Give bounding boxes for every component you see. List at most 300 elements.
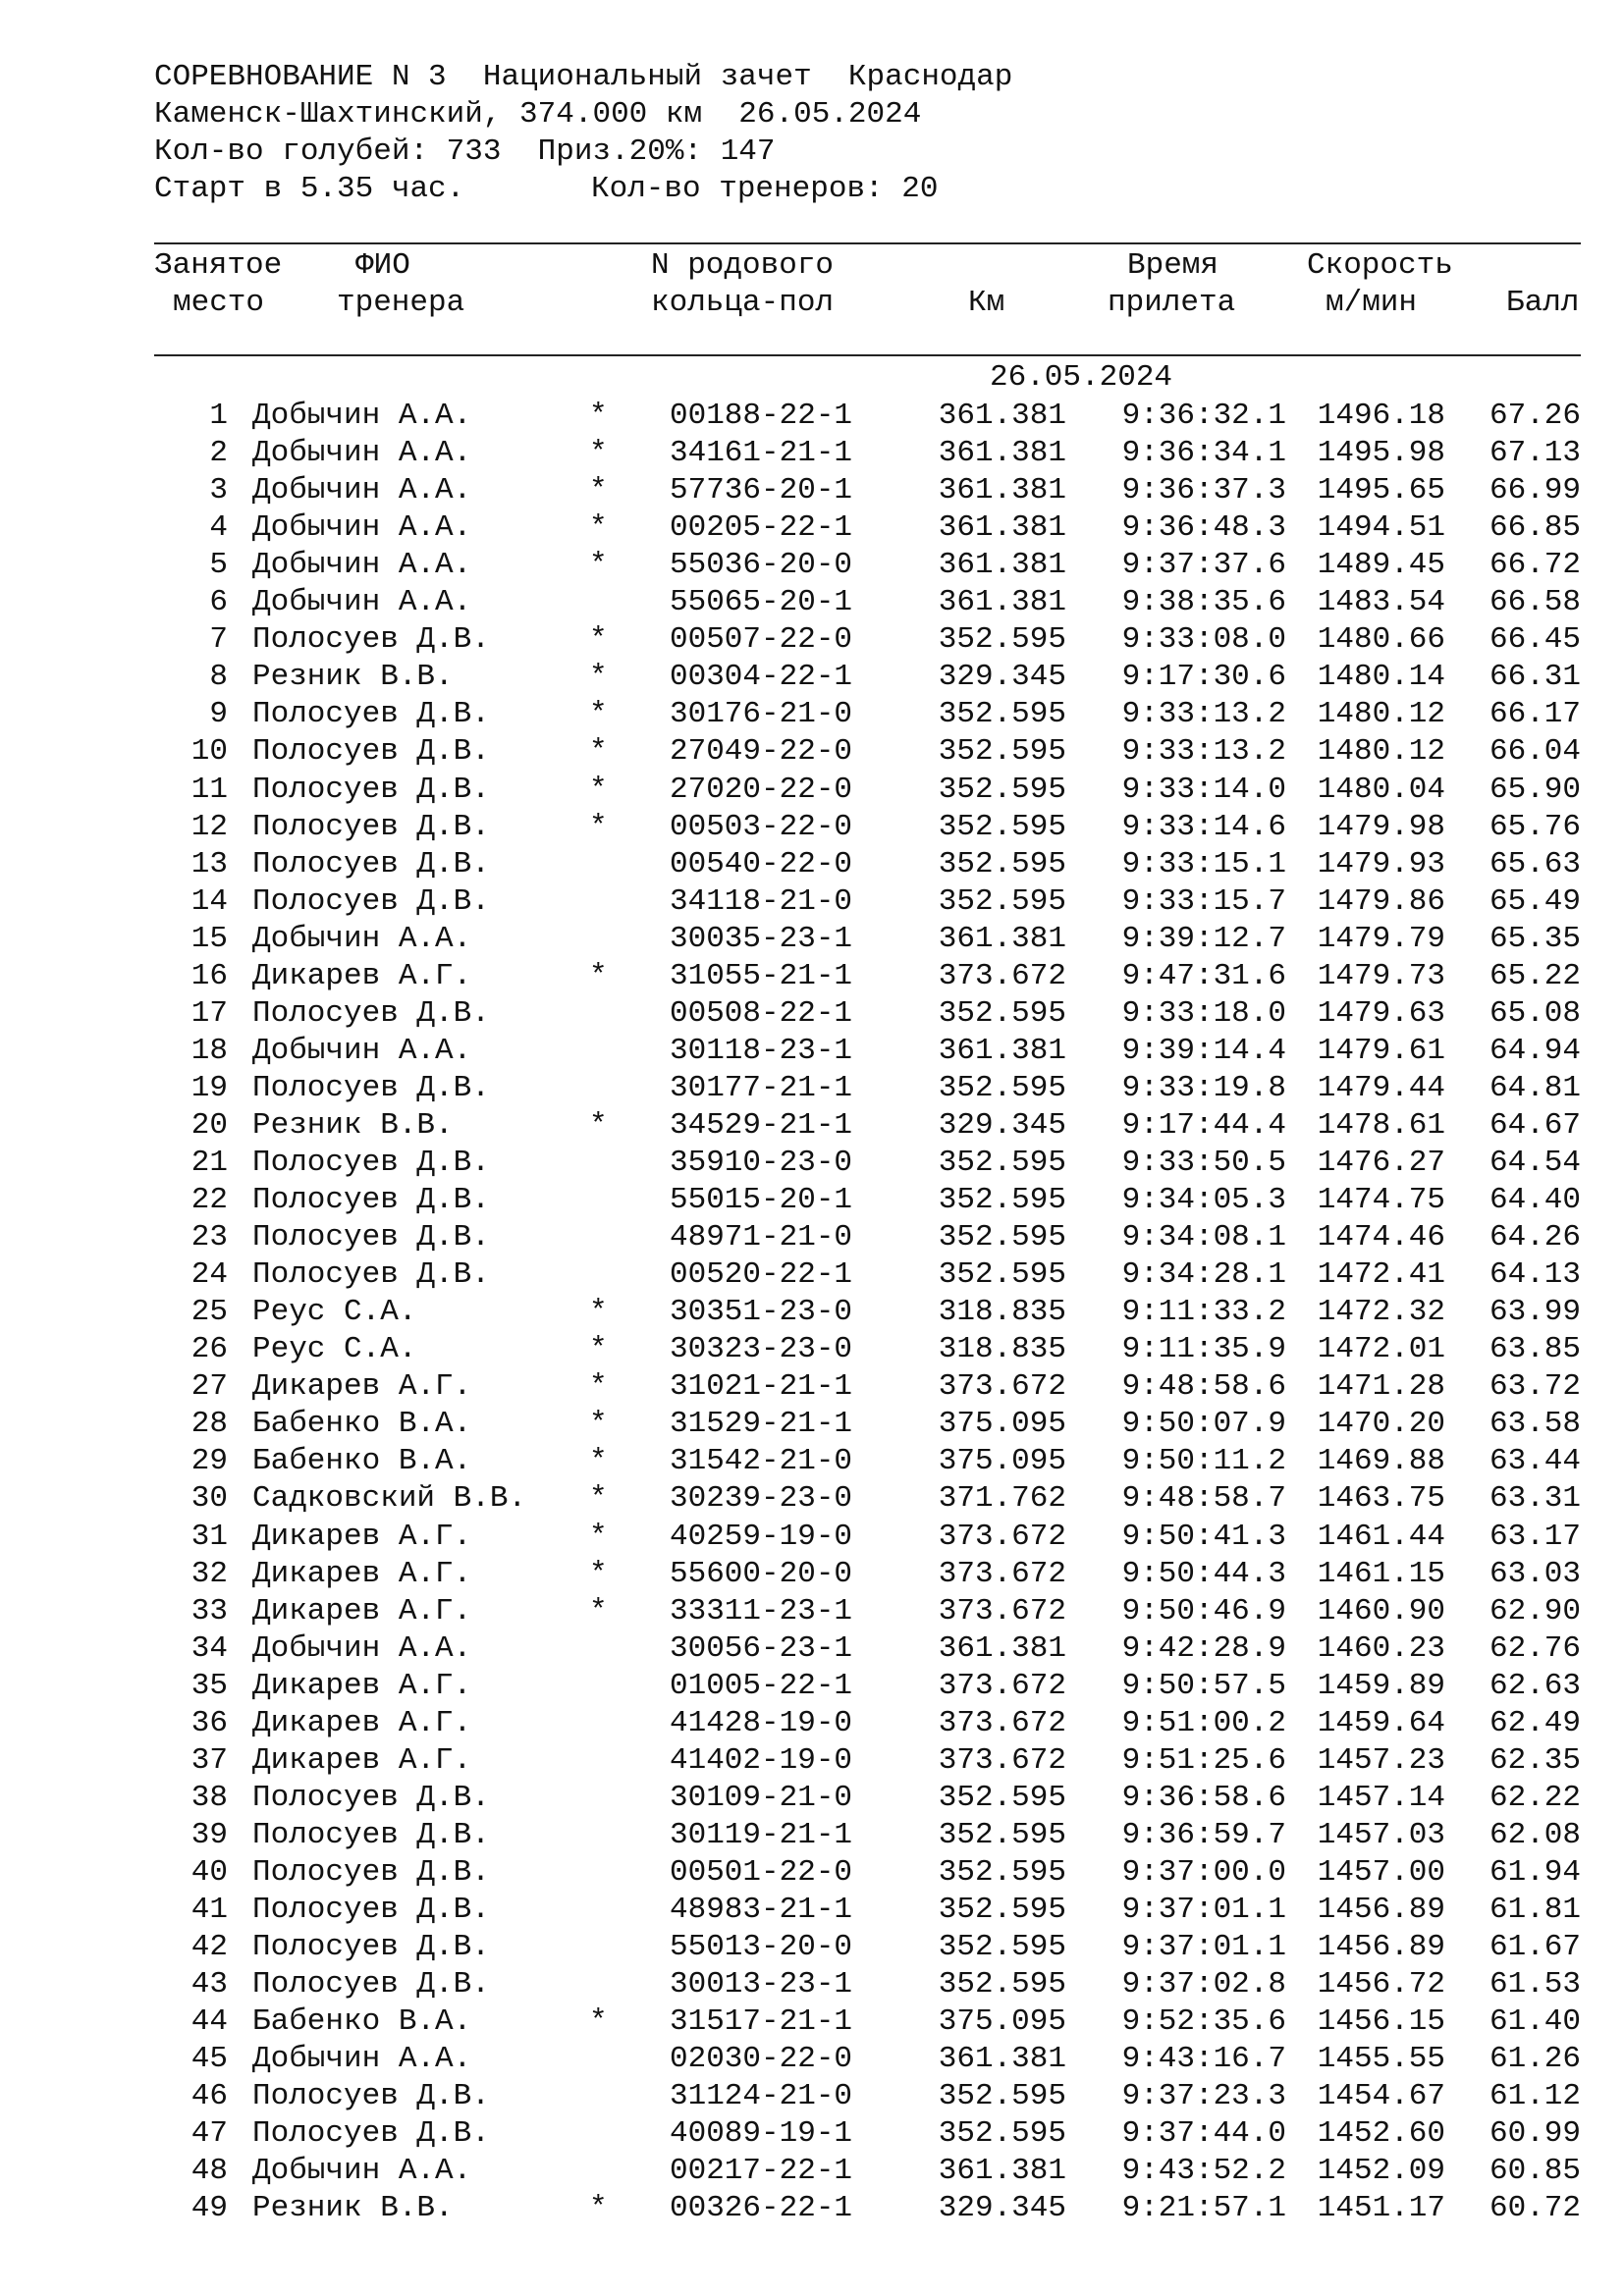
table-row	[0, 1780, 1624, 1817]
km-cell: 361.381	[938, 473, 1066, 508]
table-row	[0, 995, 1624, 1033]
place-cell: 6	[209, 585, 228, 620]
table-row	[0, 921, 1624, 958]
trainer-cell: Реус С.А.	[252, 1295, 417, 1330]
ring-cell: 30351-23-0	[670, 1295, 853, 1330]
trainer-cell: Полосуев Д.В.	[252, 1146, 490, 1180]
km-cell: 318.835	[938, 1332, 1066, 1367]
mark-cell: *	[589, 622, 608, 658]
ring-cell: 00501-22-0	[670, 1854, 853, 1890]
trainer-cell: Полосуев Д.В.	[252, 2116, 490, 2152]
table-row	[0, 659, 1624, 696]
ring-cell: 00326-22-1	[670, 2191, 853, 2226]
trainer-cell: Добычин А.А.	[252, 1033, 472, 1068]
place-cell: 2	[209, 436, 228, 471]
time-cell: 9:37:02.8	[1121, 1967, 1286, 2002]
ring-cell: 55065-20-1	[670, 585, 853, 620]
table-row	[0, 1593, 1624, 1630]
speed-cell: 1456.72	[1317, 1967, 1445, 2002]
time-cell: 9:33:14.0	[1121, 772, 1286, 807]
speed-cell: 1457.23	[1317, 1742, 1445, 1778]
mark-cell: *	[589, 1107, 608, 1143]
place-cell: 47	[190, 2116, 228, 2152]
place-cell: 43	[190, 1967, 228, 2002]
points-cell: 65.08	[1489, 995, 1581, 1031]
ring-cell: 35910-23-0	[670, 1146, 853, 1180]
table-row	[0, 1368, 1624, 1406]
speed-cell: 1455.55	[1317, 2042, 1445, 2077]
table-row	[0, 772, 1624, 809]
points-cell: 60.99	[1489, 2116, 1581, 2152]
km-cell: 373.672	[938, 1668, 1066, 1703]
speed-cell: 1496.18	[1317, 399, 1445, 433]
col-ring-line2: кольца-пол	[651, 286, 835, 320]
ring-cell: 48971-21-0	[670, 1220, 853, 1255]
table-row	[0, 584, 1624, 621]
points-cell: 66.72	[1489, 548, 1581, 583]
speed-cell: 1494.51	[1317, 510, 1445, 546]
points-cell: 67.13	[1489, 436, 1581, 471]
place-cell: 29	[190, 1444, 228, 1479]
table-row	[0, 435, 1624, 472]
table-row	[0, 547, 1624, 584]
points-cell: 60.72	[1489, 2191, 1581, 2226]
mark-cell: *	[589, 1295, 608, 1330]
place-cell: 14	[190, 883, 228, 919]
place-cell: 16	[190, 958, 228, 993]
table-row	[0, 1256, 1624, 1294]
table-row	[0, 1892, 1624, 1929]
place-cell: 44	[190, 2004, 228, 2040]
table-row	[0, 1182, 1624, 1219]
time-cell: 9:43:52.2	[1121, 2154, 1286, 2189]
table-row	[0, 1742, 1624, 1780]
time-cell: 9:37:44.0	[1121, 2116, 1286, 2152]
time-cell: 9:33:13.2	[1121, 734, 1286, 770]
trainer-cell: Дикарев А.Г.	[252, 958, 472, 993]
trainer-cell: Добычин А.А.	[252, 473, 472, 508]
speed-cell: 1474.75	[1317, 1183, 1445, 1218]
points-cell: 64.26	[1489, 1220, 1581, 1255]
time-cell: 9:17:44.4	[1121, 1107, 1286, 1143]
ring-cell: 33311-23-1	[670, 1593, 853, 1629]
km-cell: 352.595	[938, 622, 1066, 658]
place-cell: 30	[190, 1481, 228, 1517]
ring-cell: 30118-23-1	[670, 1033, 853, 1068]
table-row	[0, 1443, 1624, 1480]
trainer-cell: Дикарев А.Г.	[252, 1705, 472, 1740]
table-row	[0, 696, 1624, 733]
place-cell: 10	[190, 734, 228, 770]
time-cell: 9:39:14.4	[1121, 1033, 1286, 1068]
points-cell: 63.99	[1489, 1295, 1581, 1330]
time-cell: 9:11:33.2	[1121, 1295, 1286, 1330]
km-cell: 361.381	[938, 548, 1066, 583]
trainer-cell: Дикарев А.Г.	[252, 1593, 472, 1629]
km-cell: 375.095	[938, 1444, 1066, 1479]
speed-cell: 1479.98	[1317, 809, 1445, 844]
mark-cell: *	[589, 1444, 608, 1479]
points-cell: 65.49	[1489, 883, 1581, 919]
time-cell: 9:33:15.1	[1121, 846, 1286, 881]
mark-cell: *	[589, 473, 608, 508]
place-cell: 21	[190, 1146, 228, 1180]
trainer-cell: Полосуев Д.В.	[252, 995, 490, 1031]
trainer-cell: Полосуев Д.В.	[252, 622, 490, 658]
speed-cell: 1457.03	[1317, 1817, 1445, 1852]
trainer-cell: Полосуев Д.В.	[252, 1967, 490, 2002]
points-cell: 63.17	[1489, 1519, 1581, 1554]
table-row	[0, 1070, 1624, 1107]
time-cell: 9:36:32.1	[1121, 399, 1286, 433]
km-cell: 375.095	[938, 2004, 1066, 2040]
ring-cell: 31542-21-0	[670, 1444, 853, 1479]
trainer-count: Кол-во тренеров: 20	[591, 172, 939, 206]
trainer-cell: Бабенко В.А.	[252, 1444, 472, 1479]
km-cell: 361.381	[938, 921, 1066, 956]
mark-cell: *	[589, 1481, 608, 1517]
trainer-cell: Полосуев Д.В.	[252, 1070, 490, 1105]
speed-cell: 1459.64	[1317, 1705, 1445, 1740]
points-cell: 65.35	[1489, 921, 1581, 956]
time-cell: 9:38:35.6	[1121, 585, 1286, 620]
trainer-cell: Полосуев Д.В.	[252, 1183, 490, 1218]
speed-cell: 1470.20	[1317, 1407, 1445, 1442]
ring-cell: 30035-23-1	[670, 921, 853, 956]
place-cell: 15	[190, 921, 228, 956]
trainer-cell: Добычин А.А.	[252, 921, 472, 956]
place-cell: 33	[190, 1593, 228, 1629]
points-cell: 61.12	[1489, 2079, 1581, 2114]
trainer-cell: Дикарев А.Г.	[252, 1742, 472, 1778]
place-cell: 17	[190, 995, 228, 1031]
time-cell: 9:52:35.6	[1121, 2004, 1286, 2040]
place-cell: 42	[190, 1930, 228, 1965]
km-cell: 352.595	[938, 1817, 1066, 1852]
place-cell: 18	[190, 1033, 228, 1068]
speed-cell: 1480.04	[1317, 772, 1445, 807]
mark-cell: *	[589, 660, 608, 695]
points-cell: 64.54	[1489, 1146, 1581, 1180]
time-cell: 9:33:50.5	[1121, 1146, 1286, 1180]
trainer-cell: Добычин А.А.	[252, 1630, 472, 1666]
km-cell: 352.595	[938, 1070, 1066, 1105]
km-cell: 352.595	[938, 1780, 1066, 1815]
km-cell: 373.672	[938, 958, 1066, 993]
place-cell: 23	[190, 1220, 228, 1255]
time-cell: 9:37:00.0	[1121, 1854, 1286, 1890]
time-cell: 9:42:28.9	[1121, 1630, 1286, 1666]
ring-cell: 00540-22-0	[670, 846, 853, 881]
speed-cell: 1480.12	[1317, 734, 1445, 770]
ring-cell: 00503-22-0	[670, 809, 853, 844]
speed-cell: 1479.73	[1317, 958, 1445, 993]
mark-cell: *	[589, 1369, 608, 1405]
points-cell: 65.22	[1489, 958, 1581, 993]
mark-cell: *	[589, 399, 608, 433]
speed-cell: 1478.61	[1317, 1107, 1445, 1143]
place-cell: 26	[190, 1332, 228, 1367]
table-row	[0, 1705, 1624, 1742]
points-cell: 66.45	[1489, 622, 1581, 658]
km-cell: 352.595	[938, 1183, 1066, 1218]
columns-divider	[154, 354, 1581, 356]
ring-cell: 00507-22-0	[670, 622, 853, 658]
speed-cell: 1451.17	[1317, 2191, 1445, 2226]
speed-cell: 1479.93	[1317, 846, 1445, 881]
points-cell: 64.94	[1489, 1033, 1581, 1068]
km-cell: 352.595	[938, 2116, 1066, 2152]
table-row	[0, 2078, 1624, 2115]
points-cell: 63.31	[1489, 1481, 1581, 1517]
col-speed-line2: м/мин	[1326, 286, 1418, 320]
trainer-cell: Резник В.В.	[252, 1107, 454, 1143]
km-cell: 373.672	[938, 1742, 1066, 1778]
km-cell: 361.381	[938, 399, 1066, 433]
speed-cell: 1459.89	[1317, 1668, 1445, 1703]
time-cell: 9:21:57.1	[1121, 2191, 1286, 2226]
points-cell: 62.35	[1489, 1742, 1581, 1778]
time-cell: 9:50:07.9	[1121, 1407, 1286, 1442]
speed-cell: 1460.23	[1317, 1630, 1445, 1666]
km-cell: 361.381	[938, 2042, 1066, 2077]
km-cell: 352.595	[938, 1257, 1066, 1293]
mark-cell: *	[589, 1519, 608, 1554]
table-row	[0, 1966, 1624, 2003]
trainer-cell: Полосуев Д.В.	[252, 1817, 490, 1852]
speed-cell: 1461.15	[1317, 1556, 1445, 1591]
speed-cell: 1469.88	[1317, 1444, 1445, 1479]
col-km: Км	[968, 286, 1005, 320]
speed-cell: 1495.65	[1317, 473, 1445, 508]
table-row	[0, 1406, 1624, 1443]
points-cell: 66.04	[1489, 734, 1581, 770]
km-cell: 352.595	[938, 697, 1066, 732]
km-cell: 318.835	[938, 1295, 1066, 1330]
ring-cell: 31517-21-1	[670, 2004, 853, 2040]
place-cell: 45	[190, 2042, 228, 2077]
mark-cell: *	[589, 1556, 608, 1591]
speed-cell: 1456.89	[1317, 1930, 1445, 1965]
place-cell: 22	[190, 1183, 228, 1218]
speed-cell: 1457.14	[1317, 1780, 1445, 1815]
ring-cell: 30013-23-1	[670, 1967, 853, 2002]
time-cell: 9:34:28.1	[1121, 1257, 1286, 1293]
time-cell: 9:47:31.6	[1121, 958, 1286, 993]
trainer-cell: Реус С.А.	[252, 1332, 417, 1367]
col-time-line2: прилета	[1108, 286, 1236, 320]
trainer-cell: Добычин А.А.	[252, 510, 472, 546]
table-row	[0, 1219, 1624, 1256]
km-cell: 352.595	[938, 883, 1066, 919]
ring-cell: 31055-21-1	[670, 958, 853, 993]
points-cell: 61.53	[1489, 1967, 1581, 2002]
km-cell: 361.381	[938, 1630, 1066, 1666]
trainer-cell: Резник В.В.	[252, 660, 454, 695]
ring-cell: 00520-22-1	[670, 1257, 853, 1293]
place-cell: 46	[190, 2079, 228, 2114]
table-row	[0, 1331, 1624, 1368]
km-cell: 361.381	[938, 585, 1066, 620]
place-cell: 24	[190, 1257, 228, 1293]
col-ring-line1: N родового	[651, 248, 835, 283]
km-cell: 361.381	[938, 2154, 1066, 2189]
ring-cell: 00304-22-1	[670, 660, 853, 695]
points-cell: 61.94	[1489, 1854, 1581, 1890]
points-cell: 66.17	[1489, 697, 1581, 732]
time-cell: 9:50:57.5	[1121, 1668, 1286, 1703]
time-cell: 9:37:23.3	[1121, 2079, 1286, 2114]
points-cell: 60.85	[1489, 2154, 1581, 2189]
mark-cell: *	[589, 436, 608, 471]
speed-cell: 1480.12	[1317, 697, 1445, 732]
ring-cell: 02030-22-0	[670, 2042, 853, 2077]
points-cell: 64.40	[1489, 1183, 1581, 1218]
place-cell: 39	[190, 1817, 228, 1852]
speed-cell: 1479.63	[1317, 995, 1445, 1031]
km-cell: 352.595	[938, 1893, 1066, 1927]
time-cell: 9:11:35.9	[1121, 1332, 1286, 1367]
time-cell: 9:50:11.2	[1121, 1444, 1286, 1479]
km-cell: 371.762	[938, 1481, 1066, 1517]
km-cell: 329.345	[938, 2191, 1066, 2226]
points-cell: 62.49	[1489, 1705, 1581, 1740]
km-cell: 352.595	[938, 995, 1066, 1031]
place-cell: 37	[190, 1742, 228, 1778]
time-cell: 9:51:00.2	[1121, 1705, 1286, 1740]
speed-cell: 1461.44	[1317, 1519, 1445, 1554]
table-row	[0, 1668, 1624, 1705]
mark-cell: *	[589, 2191, 608, 2226]
points-cell: 64.81	[1489, 1070, 1581, 1105]
place-cell: 11	[190, 772, 228, 807]
mark-cell: *	[589, 510, 608, 546]
mark-cell: *	[589, 734, 608, 770]
table-row	[0, 733, 1624, 771]
trainer-cell: Полосуев Д.В.	[252, 734, 490, 770]
table-row	[0, 398, 1624, 435]
points-cell: 61.26	[1489, 2042, 1581, 2077]
points-cell: 61.40	[1489, 2004, 1581, 2040]
points-cell: 65.63	[1489, 846, 1581, 881]
points-cell: 63.72	[1489, 1369, 1581, 1405]
points-cell: 63.44	[1489, 1444, 1581, 1479]
km-cell: 361.381	[938, 510, 1066, 546]
place-cell: 41	[190, 1893, 228, 1927]
trainer-cell: Добычин А.А.	[252, 2154, 472, 2189]
trainer-cell: Полосуев Д.В.	[252, 846, 490, 881]
time-cell: 9:50:44.3	[1121, 1556, 1286, 1591]
table-row	[0, 2003, 1624, 2041]
time-cell: 9:17:30.6	[1121, 660, 1286, 695]
ring-cell: 31529-21-1	[670, 1407, 853, 1442]
speed-cell: 1479.79	[1317, 921, 1445, 956]
time-cell: 9:51:25.6	[1121, 1742, 1286, 1778]
speed-cell: 1479.86	[1317, 883, 1445, 919]
mark-cell: *	[589, 1593, 608, 1629]
place-cell: 4	[209, 510, 228, 546]
table-row	[0, 1033, 1624, 1070]
points-cell: 64.13	[1489, 1257, 1581, 1293]
speed-cell: 1480.66	[1317, 622, 1445, 658]
time-cell: 9:36:59.7	[1121, 1817, 1286, 1852]
speed-cell: 1456.15	[1317, 2004, 1445, 2040]
km-cell: 352.595	[938, 734, 1066, 770]
table-row	[0, 1929, 1624, 1966]
ring-cell: 34529-21-1	[670, 1107, 853, 1143]
ring-cell: 00217-22-1	[670, 2154, 853, 2189]
trainer-cell: Полосуев Д.В.	[252, 1780, 490, 1815]
mark-cell: *	[589, 809, 608, 844]
km-cell: 373.672	[938, 1556, 1066, 1591]
col-name-line1: ФИО	[355, 248, 410, 283]
speed-cell: 1471.28	[1317, 1369, 1445, 1405]
km-cell: 352.595	[938, 1930, 1066, 1965]
place-cell: 28	[190, 1407, 228, 1442]
time-cell: 9:33:15.7	[1121, 883, 1286, 919]
ring-cell: 55036-20-0	[670, 548, 853, 583]
table-row	[0, 1480, 1624, 1518]
time-cell: 9:37:01.1	[1121, 1893, 1286, 1927]
trainer-cell: Добычин А.А.	[252, 436, 472, 471]
ring-cell: 01005-22-1	[670, 1668, 853, 1703]
points-cell: 64.67	[1489, 1107, 1581, 1143]
ring-cell: 34118-21-0	[670, 883, 853, 919]
km-cell: 352.595	[938, 1854, 1066, 1890]
speed-cell: 1463.75	[1317, 1481, 1445, 1517]
place-cell: 40	[190, 1854, 228, 1890]
col-points: Балл	[1506, 286, 1580, 320]
time-cell: 9:33:13.2	[1121, 697, 1286, 732]
place-cell: 3	[209, 473, 228, 508]
km-cell: 352.595	[938, 772, 1066, 807]
time-cell: 9:39:12.7	[1121, 921, 1286, 956]
mark-cell: *	[589, 958, 608, 993]
col-place-line2: место	[173, 286, 265, 320]
time-cell: 9:33:08.0	[1121, 622, 1286, 658]
header-divider	[154, 242, 1581, 244]
table-row	[0, 1630, 1624, 1668]
trainer-cell: Дикарев А.Г.	[252, 1668, 472, 1703]
trainer-cell: Полосуев Д.В.	[252, 772, 490, 807]
time-cell: 9:37:01.1	[1121, 1930, 1286, 1965]
time-cell: 9:36:37.3	[1121, 473, 1286, 508]
trainer-cell: Резник В.В.	[252, 2191, 454, 2226]
table-row	[0, 1556, 1624, 1593]
ring-cell: 40259-19-0	[670, 1519, 853, 1554]
speed-cell: 1472.01	[1317, 1332, 1445, 1367]
points-cell: 61.67	[1489, 1930, 1581, 1965]
km-cell: 329.345	[938, 1107, 1066, 1143]
place-cell: 27	[190, 1369, 228, 1405]
place-cell: 5	[209, 548, 228, 583]
trainer-cell: Полосуев Д.В.	[252, 1220, 490, 1255]
speed-cell: 1452.60	[1317, 2116, 1445, 2152]
points-cell: 66.99	[1489, 473, 1581, 508]
table-row	[0, 509, 1624, 547]
time-cell: 9:50:46.9	[1121, 1593, 1286, 1629]
table-row	[0, 1294, 1624, 1331]
points-cell: 66.31	[1489, 660, 1581, 695]
points-cell: 65.76	[1489, 809, 1581, 844]
km-cell: 373.672	[938, 1705, 1066, 1740]
place-cell: 32	[190, 1556, 228, 1591]
competition-title: СОРЕВНОВАНИЕ N 3 Национальный зачет Краснодар	[154, 60, 1013, 94]
speed-cell: 1489.45	[1317, 548, 1445, 583]
date-label: 26.05.2024	[990, 360, 1173, 395]
trainer-cell: Добычин А.А.	[252, 548, 472, 583]
place-cell: 48	[190, 2154, 228, 2189]
